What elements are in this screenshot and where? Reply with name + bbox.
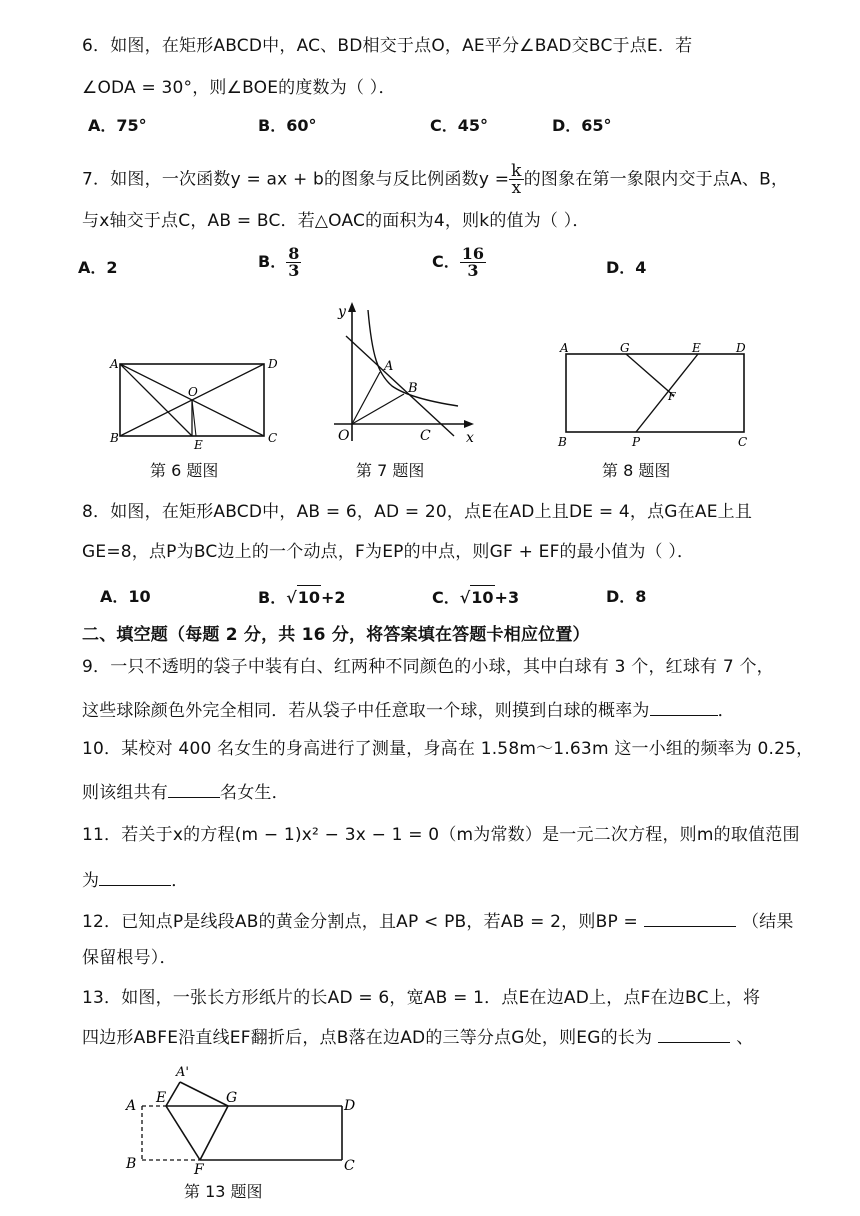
fig7-x-arrow	[464, 420, 474, 428]
q7-option-c-den: 3	[467, 261, 479, 280]
q13-line2-end: 、	[736, 1028, 754, 1048]
figure-7-caption: 第 7 题图	[356, 461, 425, 480]
q7-option-c-label: C．	[432, 252, 460, 271]
fig7-label-o: O	[338, 428, 350, 444]
q7-option-b-den: 3	[288, 261, 300, 280]
q7-line1-end: 的图象在第一象限内交于点A、B，	[523, 169, 789, 190]
fig8-label-d: D	[736, 341, 746, 355]
fig6-label-c: C	[268, 431, 278, 445]
q8-line2: GE=8，点P为BC边上的一个动点，F为EP的中点，则GF + EF的最小值为（ ）．	[82, 542, 695, 562]
q7-option-a: A．2	[78, 258, 118, 277]
q7-option-c-num: 16	[461, 244, 485, 263]
figure-7-diagram	[322, 296, 482, 456]
q10-line2	[82, 779, 289, 805]
fig7-linear-function	[346, 336, 454, 436]
q13-answer-blank[interactable]	[658, 1024, 730, 1043]
q8-option-c	[432, 585, 519, 610]
fig13-label-f: F	[194, 1162, 204, 1176]
q12-answer-blank[interactable]	[644, 908, 736, 927]
q11-answer-blank[interactable]	[99, 867, 171, 886]
q8-option-d: D．8	[606, 587, 647, 606]
q13-line2	[82, 1024, 753, 1050]
q7-option-c	[432, 246, 486, 279]
q11-line2-start: 为	[82, 871, 100, 891]
q8-option-c-radicand: 10	[470, 585, 494, 610]
q7-line2: 与x轴交于点C，AB = BC．若△OAC的面积为4，则k的值为（ ）．	[82, 211, 590, 231]
q13-line2-text: 四边形ABFE沿直线EF翻折后，点B落在边AD的三等分点G处，则EG的长为	[82, 1028, 653, 1048]
q10-line1: 10．某校对 400 名女生的身高进行了测量，身高在 1.58m～1.63m 这一小组的频率为 0.25，	[82, 739, 814, 759]
q6-option-a: A．75°	[88, 116, 147, 135]
fig6-label-o: O	[188, 385, 198, 399]
fig8-rectangle	[566, 354, 744, 432]
fig7-y-arrow	[348, 302, 356, 312]
fig13-label-g: G	[226, 1090, 238, 1106]
fig13-edge-ea1	[166, 1082, 180, 1106]
q9-line2	[82, 697, 735, 723]
fig13-edge-gf	[200, 1106, 228, 1160]
fig13-fold-ef	[166, 1106, 200, 1160]
q11-line1: 11．若关于x的方程(m − 1)x² − 3x − 1 = 0（m为常数）是一元二次方程，则m的取值范围	[82, 825, 800, 845]
q12-line1-text: 12．已知点P是线段AB的黄金分割点，且AP < PB，若AB = 2，则BP =	[82, 912, 638, 932]
q9-line2-text: 这些球除颜色外完全相同．若从袋子中任意取一个球，则摸到白球的概率为	[82, 701, 650, 721]
fig7-label-a: A	[384, 359, 394, 374]
q6-line2: ∠ODA = 30°，则∠BOE的度数为（ ）．	[82, 78, 396, 98]
q10-line2-start: 则该组共有	[82, 783, 168, 803]
fig6-label-a: A	[110, 357, 119, 371]
fig13-label-a-prime: A'	[176, 1065, 189, 1080]
q7-line1-start: 7．如图，一次函数y = ax + b的图象与反比例函数y =	[82, 169, 510, 190]
q6-option-c: C．45°	[430, 116, 489, 135]
fig6-label-e: E	[194, 438, 203, 452]
figure-13-caption: 第 13 题图	[184, 1182, 263, 1201]
fig13-label-d: D	[344, 1098, 356, 1114]
fig13-label-a: A	[126, 1098, 137, 1114]
q8-option-b-label: B．	[258, 588, 287, 607]
fig13-label-e: E	[156, 1090, 167, 1106]
q8-option-a: A．10	[100, 587, 151, 606]
q7-option-b-label: B．	[258, 252, 287, 271]
q8-option-b	[258, 585, 346, 610]
fig8-label-b: B	[558, 435, 567, 449]
fig6-label-b: B	[110, 431, 119, 445]
fig8-label-a: A	[560, 341, 569, 355]
q12-line2: 保留根号）．	[82, 948, 177, 968]
fig13-edge-a1g	[180, 1082, 228, 1106]
q8-option-b-radical: √	[286, 588, 297, 607]
fig13-label-b: B	[126, 1156, 137, 1172]
q8-option-c-label: C．	[432, 588, 460, 607]
q12-line1-end: （结果	[741, 912, 794, 932]
figure-6-caption: 第 6 题图	[150, 461, 219, 480]
q7-option-b-num: 8	[288, 244, 300, 263]
q8-option-c-tail: +3	[494, 588, 520, 607]
q9-line2-end: ．	[717, 701, 735, 721]
fig7-label-b: B	[408, 381, 418, 396]
fig8-segment-ep	[636, 354, 698, 432]
fig8-label-p: P	[632, 435, 641, 449]
fig6-bisector-ae	[120, 364, 192, 436]
q12-line1	[82, 908, 794, 934]
q7-line1	[82, 163, 788, 196]
figure-8-caption: 第 8 题图	[602, 461, 671, 480]
q10-answer-blank[interactable]	[168, 779, 220, 798]
q6-line1: 6．如图，在矩形ABCD中，AC、BD相交于点O，AE平分∠BAD交BC于点E．若	[82, 36, 693, 56]
q7-frac-num: k	[511, 161, 522, 181]
q6-option-d: D．65°	[552, 116, 612, 135]
fig8-label-f: F	[668, 390, 676, 403]
fig8-segment-gf	[626, 354, 674, 396]
q6-option-b: B．60°	[258, 116, 317, 135]
fig7-label-x: x	[466, 430, 474, 446]
fig7-label-c: C	[420, 428, 431, 444]
q8-option-b-radicand: 10	[297, 585, 321, 610]
q8-line1: 8．如图，在矩形ABCD中，AB = 6，AD = 20，点E在AD上且DE = 4，点G在AE上且	[82, 502, 753, 522]
q11-line2	[82, 867, 188, 893]
fig8-label-e: E	[692, 341, 701, 355]
q7-fraction	[509, 163, 524, 196]
q9-line1: 9．一只不透明的袋子中装有白、红两种不同颜色的小球，其中白球有 3 个，红球有 7 个，	[82, 657, 774, 677]
figure-8-diagram	[556, 340, 756, 450]
q7-frac-den: x	[511, 178, 522, 198]
q8-option-c-radical: √	[459, 588, 471, 607]
figure-6-diagram	[108, 352, 278, 452]
q8-option-b-tail: +2	[320, 588, 346, 607]
fig6-label-d: D	[268, 357, 278, 371]
q9-answer-blank[interactable]	[650, 697, 718, 716]
q11-line2-end: ．	[171, 871, 189, 891]
fig8-label-c: C	[738, 435, 748, 449]
fig13-label-c: C	[344, 1158, 355, 1174]
fig8-label-g: G	[620, 341, 630, 355]
q13-line1: 13．如图，一张长方形纸片的长AD = 6，宽AB = 1．点E在边AD上，点F在边BC上，将	[82, 988, 761, 1008]
q10-line2-end: 名女生．	[220, 783, 289, 803]
fig7-label-y: y	[338, 304, 346, 320]
q7-option-c-frac	[460, 246, 486, 279]
q7-option-b	[258, 246, 301, 279]
figure-13-diagram	[120, 1058, 370, 1176]
q7-option-d: D．4	[606, 258, 647, 277]
section-2-heading: 二、填空题（每题 2 分，共 16 分，将答案填在答题卡相应位置）	[82, 625, 590, 645]
q7-option-b-frac	[286, 246, 301, 279]
